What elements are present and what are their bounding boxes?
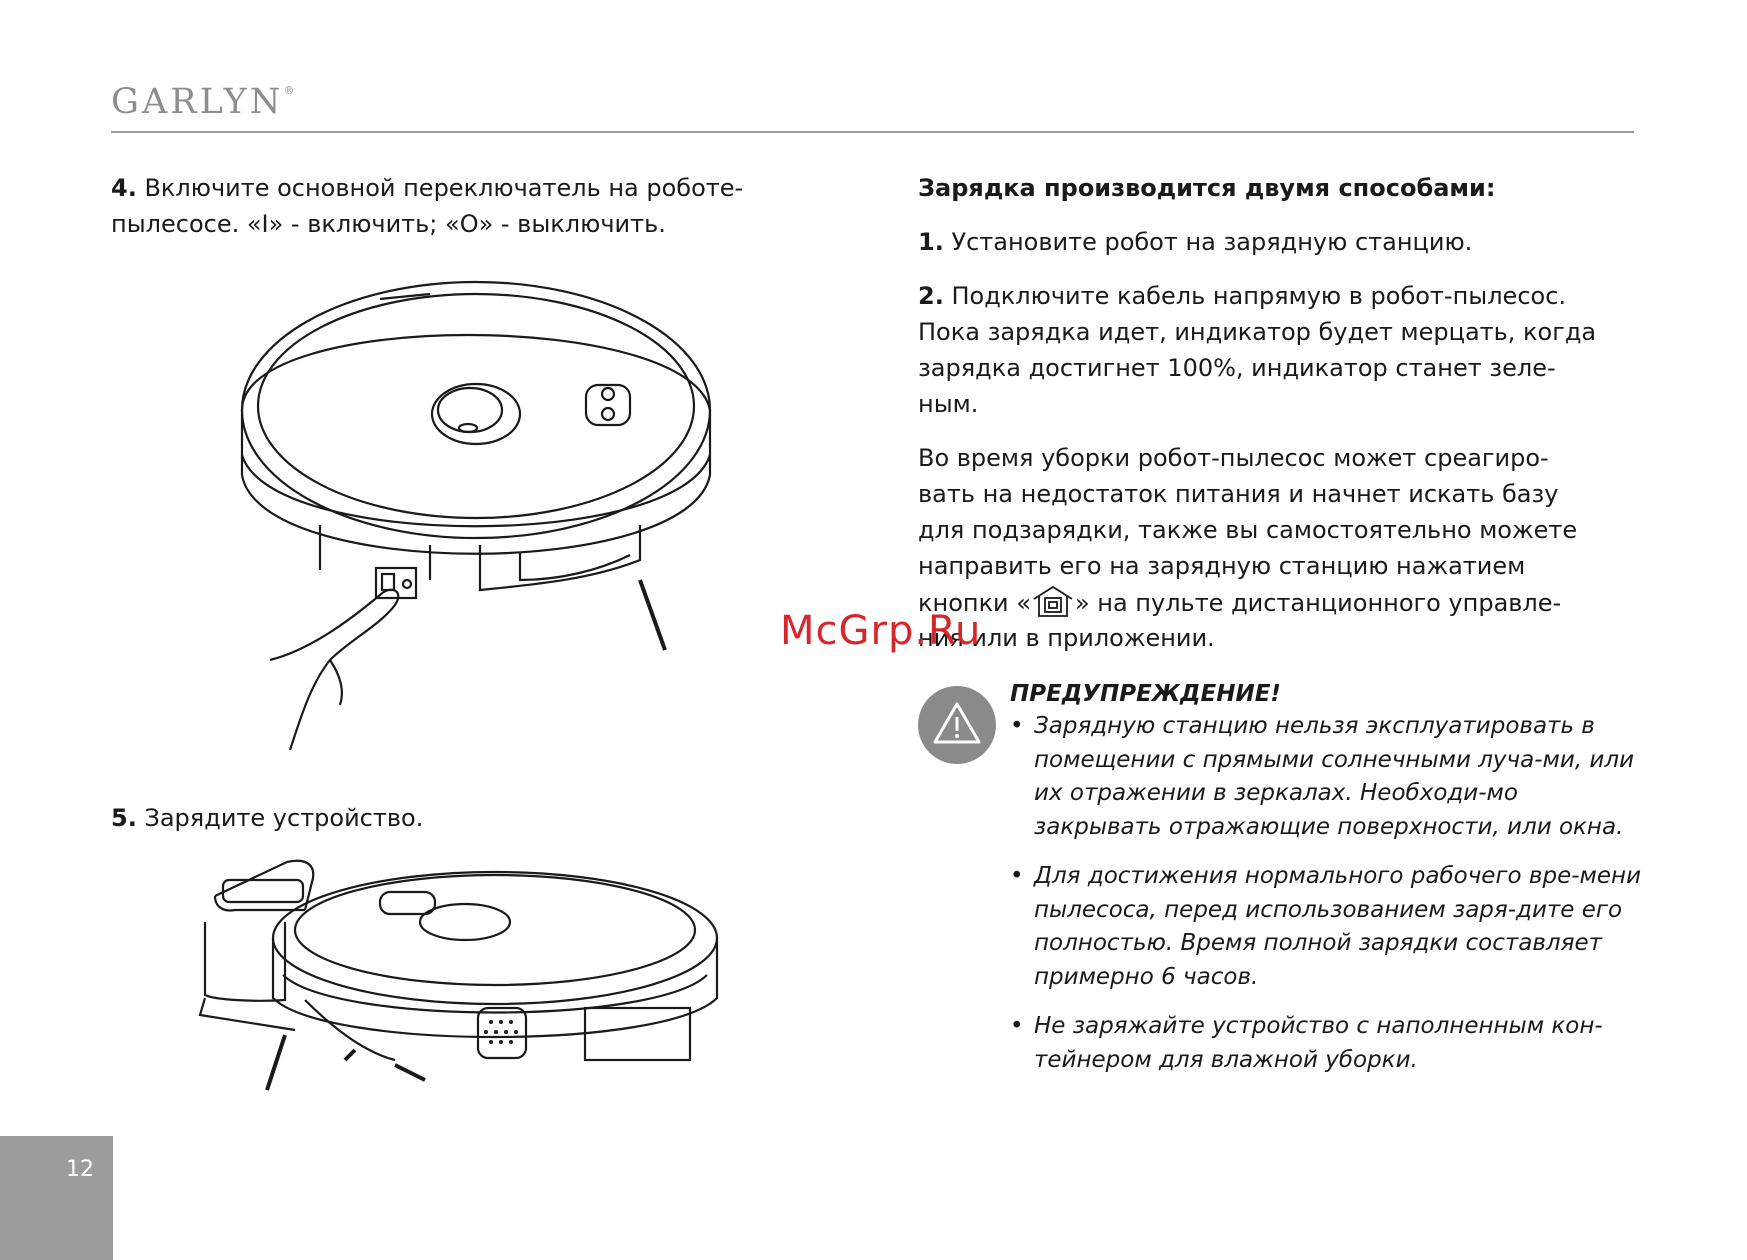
return-para-line-2: вать на недостаток питания и начнет искать базу [918, 480, 1559, 508]
warning-list [1010, 710, 1650, 1093]
method-2-text: Подключите кабель напрямую в робот-пылесос. [943, 282, 1567, 310]
return-para-line-5-end: » на пульте дистанционного управле- [1074, 589, 1562, 617]
warning-item-2: • Для достижения нормального рабочего вре-мени пылесоса, перед использованием заря-дите его полностью. Время полной зарядки составляет примерно 6 часов. [1010, 860, 1650, 994]
page-number: 12 [66, 1157, 94, 1182]
brand-name: GARLYN [111, 82, 284, 122]
step-5-number: 5. [111, 804, 137, 832]
return-para-line-1: Во время уборки робот-пылесос может среагиро- [918, 444, 1549, 472]
robot-docked-illustration [195, 850, 755, 1110]
return-para-line-4: направить его на зарядную станцию нажатием [918, 552, 1526, 580]
step-5 [111, 800, 423, 836]
step-4-line-1 [111, 170, 743, 206]
charge-method-2-line-4: ным. [918, 390, 979, 418]
watermark: McGrp.Ru [780, 608, 982, 654]
charge-method-2-line-2: Пока зарядка идет, индикатор будет мерцать, когда [918, 318, 1597, 346]
warning-title: ПРЕДУПРЕЖДЕНИЕ! [1010, 681, 1281, 707]
charge-method-2-line-1 [918, 278, 1566, 314]
warning-item-3: • Не заряжайте устройство с наполненным кон-тейнером для влажной уборки. [1010, 1010, 1650, 1077]
charge-method-1 [918, 224, 1472, 260]
method-2-number: 2. [918, 282, 944, 310]
step-5-text: Зарядите устройство. [136, 804, 424, 832]
step-4-text: Включите основной переключатель на роботе- [136, 174, 744, 202]
header-rule [111, 131, 1634, 133]
robot-switch-illustration [230, 280, 730, 770]
method-1-number: 1. [918, 228, 944, 256]
warning-icon [918, 686, 996, 764]
registered-mark: ® [283, 84, 295, 98]
home-dock-icon [1031, 584, 1075, 618]
charge-method-2-line-3: зарядка достигнет 100%, индикатор станет зеле- [918, 354, 1556, 382]
warning-item-1: • Зарядную станцию нельзя эксплуатировать в помещении с прямыми солнечными луча-ми, или их отражении в зеркалах. Необходи-мо закрывать отражающие поверхности, или окна. [1010, 710, 1650, 844]
return-para-line-5-start: кнопки « [918, 589, 1031, 617]
footer-block [0, 1136, 113, 1260]
return-para-line-3: для подзарядки, также вы самостоятельно можете [918, 516, 1578, 544]
method-1-text: Установите робот на зарядную станцию. [943, 228, 1473, 256]
step-4-number: 4. [111, 174, 137, 202]
return-para-line-5 [918, 584, 1561, 621]
brand-logo [111, 82, 294, 122]
step-4-line-2: пылесосе. «I» - включить; «O» - выключить. [111, 210, 666, 238]
return-para-line-6: ния или в приложении. [918, 624, 1215, 652]
charging-heading: Зарядка производится двумя способами: [918, 174, 1496, 202]
